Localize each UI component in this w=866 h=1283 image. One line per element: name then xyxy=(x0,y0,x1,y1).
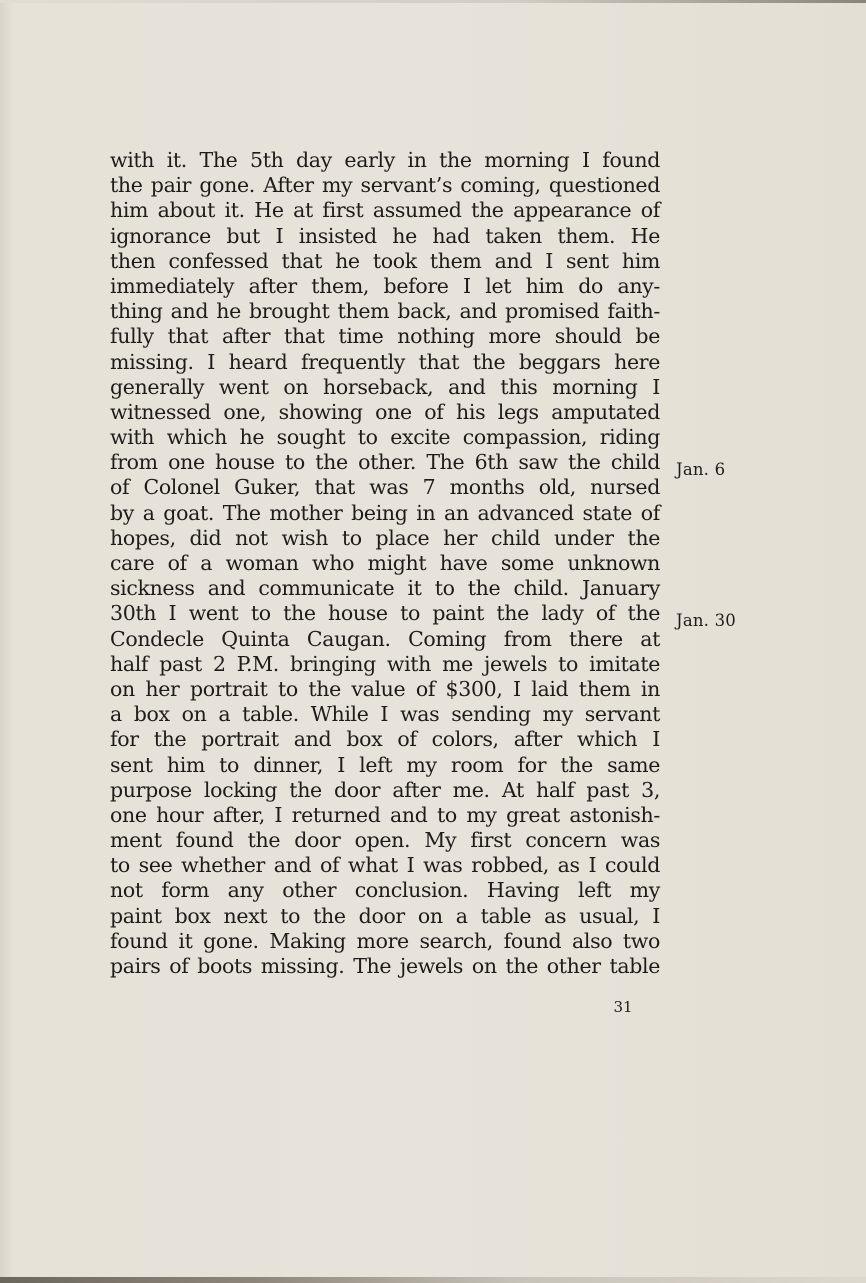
text-line: hopes, did not wish to place her child under the xyxy=(110,525,660,550)
page-bottom-edge xyxy=(0,1277,866,1283)
text-line: sent him to dinner, I left my room for the same xyxy=(110,752,660,777)
margin-note-jan-6: Jan. 6 xyxy=(676,460,726,479)
text-line: purpose locking the door after me. At half past 3, xyxy=(110,777,660,802)
text-line: one hour after, I returned and to my great astonish- xyxy=(110,802,660,827)
text-line: immediately after them, before I let him do any- xyxy=(110,273,660,298)
text-line: for the portrait and box of colors, after which I xyxy=(110,727,660,752)
text-line: ment found the door open. My first concern was xyxy=(110,828,660,853)
text-line: the pair gone. After my servant’s coming, questioned xyxy=(110,173,660,198)
text-line: witnessed one, showing one of his legs amputated xyxy=(110,399,660,424)
page-number: 31 xyxy=(613,998,633,1016)
text-line: half past 2 P.M. bringing with me jewels to imitate xyxy=(110,651,660,676)
text-line: found it gone. Making more search, found also two xyxy=(110,928,660,953)
text-line: 30th I went to the house to paint the lady of the xyxy=(110,601,660,626)
text-line: missing. I heard frequently that the beggars here xyxy=(110,349,660,374)
text-line: Condecle Quinta Caugan. Coming from there at xyxy=(110,626,660,651)
text-line: with it. The 5th day early in the morning I found xyxy=(110,148,660,172)
margin-note-jan-30: Jan. 30 xyxy=(676,611,736,630)
text-line: with which he sought to excite compassion, riding xyxy=(110,425,660,450)
page-top-edge xyxy=(0,0,866,3)
text-line: to see whether and of what I was robbed, as I could xyxy=(110,853,660,878)
text-line: care of a woman who might have some unknown xyxy=(110,551,660,575)
body-text xyxy=(110,148,660,979)
text-line: of Colonel Guker, that was 7 months old, nursed xyxy=(110,475,660,500)
text-line: from one house to the other. The 6th saw the child xyxy=(110,450,660,475)
text-line: by a goat. The mother being in an advanced state of xyxy=(110,500,660,525)
text-line: generally went on horseback, and this morning I xyxy=(110,374,660,399)
text-line: thing and he brought them back, and promised faith- xyxy=(110,299,660,324)
text-line: paint box next to the door on a table as usual, I xyxy=(110,903,660,928)
text-line: a box on a table. While I was sending my servant xyxy=(110,702,660,727)
text-line: sickness and communicate it to the child. January xyxy=(110,576,660,601)
text-line: pairs of boots missing. The jewels on the other table xyxy=(110,954,660,978)
text-line: ignorance but I insisted he had taken them. He xyxy=(110,223,660,248)
text-line: on her portrait to the value of $300, I laid them in xyxy=(110,676,660,701)
text-line: him about it. He at first assumed the appearance of xyxy=(110,198,660,223)
text-line: fully that after that time nothing more should be xyxy=(110,324,660,349)
text-line: not form any other conclusion. Having left my xyxy=(110,878,660,903)
text-line: then confessed that he took them and I sent him xyxy=(110,248,660,273)
